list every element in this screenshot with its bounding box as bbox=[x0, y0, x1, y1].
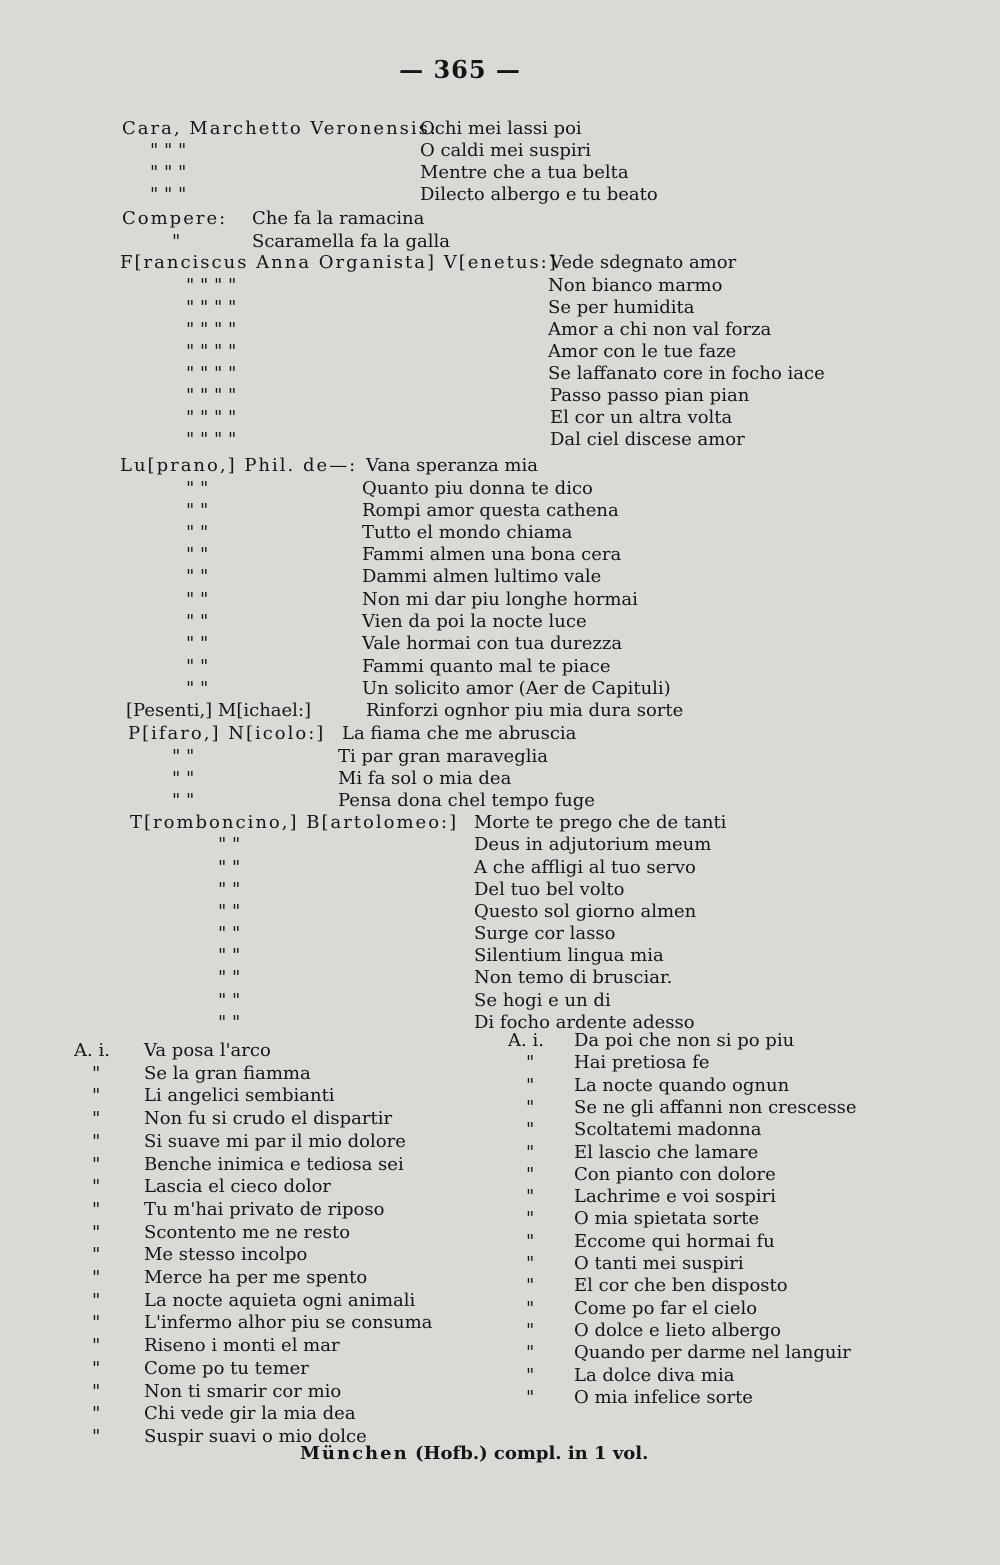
song-title: La nocte quando ognun bbox=[574, 1074, 790, 1096]
song-title: Vale hormai con tua durezza bbox=[362, 633, 623, 654]
ditto-marker: " bbox=[526, 1253, 535, 1274]
song-title: Vede sdegnato amor bbox=[550, 252, 737, 273]
song-title: Ochi mei lassi poi bbox=[420, 118, 582, 139]
song-title: La nocte aquieta ogni animali bbox=[144, 1289, 416, 1311]
ditto-marker: " bbox=[526, 1052, 535, 1074]
song-title: Come po tu temer bbox=[144, 1357, 309, 1379]
ditto-marker: " bbox=[526, 1096, 535, 1118]
composer-label: " " bbox=[218, 923, 241, 944]
ditto-marker: A. i. bbox=[74, 1040, 110, 1061]
song-title: Tu m'hai privato de riposo bbox=[144, 1198, 385, 1220]
song-title: Chi vede gir la mia dea bbox=[144, 1403, 356, 1425]
page-number: — 365 — bbox=[399, 55, 521, 84]
song-title: Che fa la ramacina bbox=[252, 208, 425, 229]
song-title: Va posa l'arco bbox=[144, 1040, 271, 1061]
song-title: La dolce diva mia bbox=[574, 1364, 735, 1386]
song-title: Benche inimica e tediosa sei bbox=[144, 1153, 404, 1175]
composer-label: " " bbox=[218, 945, 241, 966]
song-title: O dolce e lieto albergo bbox=[574, 1319, 782, 1341]
song-title: La fiama che me abruscia bbox=[342, 723, 577, 744]
song-title: Morte te prego che de tanti bbox=[474, 812, 727, 833]
composer-label: [Pesenti,] M[ichael:] bbox=[126, 700, 312, 721]
song-title: Mentre che a tua belta bbox=[420, 162, 629, 183]
song-title: Un solicito amor (Aer de Capituli) bbox=[362, 678, 671, 699]
song-title: Vien da poi la nocte luce bbox=[362, 611, 587, 632]
song-title: Di focho ardente adesso bbox=[474, 1012, 695, 1033]
ditto-marker: " bbox=[92, 1085, 101, 1107]
song-title: Quando per darme nel languir bbox=[574, 1342, 851, 1364]
composer-label: " " " " bbox=[186, 407, 237, 428]
composer-label: " " bbox=[218, 990, 241, 1011]
composer-label: " " " bbox=[150, 184, 187, 205]
song-title: Fammi quanto mal te piace bbox=[362, 656, 611, 677]
song-title: Silentium lingua mia bbox=[474, 945, 664, 966]
composer-label: F[ranciscus Anna Organista] V[enetus:] bbox=[120, 252, 558, 273]
composer-label: " " bbox=[186, 656, 209, 677]
composer-label: " " " " bbox=[186, 363, 237, 384]
song-title: Suspir suavi o mio dolce bbox=[144, 1425, 367, 1447]
song-title: Non mi dar piu longhe hormai bbox=[362, 589, 638, 610]
ditto-marker: " bbox=[92, 1403, 101, 1425]
ditto-marker: " bbox=[526, 1275, 535, 1297]
song-title: Amor con le tue faze bbox=[548, 341, 737, 362]
ditto-marker: " bbox=[526, 1342, 535, 1364]
ditto-marker: " bbox=[526, 1074, 535, 1096]
composer-label: " " " " bbox=[186, 341, 237, 362]
song-title: Deus in adjutorium meum bbox=[474, 834, 712, 855]
song-title: A che affligi al tuo servo bbox=[474, 857, 696, 878]
ditto-marker: " bbox=[526, 1186, 535, 1208]
composer-label: " " bbox=[172, 768, 195, 789]
composer-label: " bbox=[172, 231, 181, 252]
song-title: O mia spietata sorte bbox=[574, 1208, 760, 1230]
song-title: O caldi mei suspiri bbox=[420, 140, 591, 161]
song-title: Non bianco marmo bbox=[548, 275, 723, 296]
song-title: Scoltatemi madonna bbox=[574, 1119, 762, 1141]
song-title: Con pianto con dolore bbox=[574, 1163, 776, 1185]
song-title: El lascio che lamare bbox=[574, 1141, 759, 1163]
ditto-marker: A. i. bbox=[508, 1030, 544, 1051]
song-title: Quanto piu donna te dico bbox=[362, 478, 593, 499]
composer-label: Cara, Marchetto Veronensis: bbox=[122, 118, 438, 139]
ditto-marker: " bbox=[92, 1357, 101, 1379]
composer-label: " " bbox=[218, 879, 241, 900]
composer-label: " " bbox=[186, 678, 209, 699]
song-title: Li angelici sembianti bbox=[144, 1085, 335, 1107]
ditto-marker: " bbox=[92, 1062, 101, 1084]
composer-label: " " " " bbox=[186, 429, 237, 450]
song-title: Lascia el cieco dolor bbox=[144, 1176, 332, 1198]
composer-label: P[ifaro,] N[icolo:] bbox=[128, 723, 326, 744]
composer-label: " " bbox=[186, 500, 209, 521]
composer-label: " " " bbox=[150, 140, 187, 161]
song-title: Dammi almen lultimo vale bbox=[362, 566, 602, 587]
ditto-marker: " bbox=[92, 1267, 101, 1288]
composer-label: " " " " bbox=[186, 385, 237, 406]
song-title: Merce ha per me spento bbox=[144, 1267, 368, 1288]
footer-line bbox=[300, 1443, 648, 1464]
song-title: Vana speranza mia bbox=[366, 455, 538, 476]
song-title: Non fu si crudo el dispartir bbox=[144, 1108, 393, 1130]
song-title: O tanti mei suspiri bbox=[574, 1253, 744, 1274]
song-title: Riseno i monti el mar bbox=[144, 1335, 340, 1357]
composer-label: " " bbox=[186, 522, 209, 543]
ditto-marker: " bbox=[526, 1319, 535, 1341]
composer-label: " " bbox=[218, 834, 241, 855]
song-title: El cor che ben disposto bbox=[574, 1275, 788, 1297]
ditto-marker: " bbox=[92, 1380, 101, 1402]
song-title: Hai pretiosa fe bbox=[574, 1052, 710, 1074]
composer-label: " " bbox=[218, 901, 241, 922]
song-title: El cor un altra volta bbox=[550, 407, 733, 428]
ditto-marker: " bbox=[92, 1221, 101, 1243]
song-title: Scontento me ne resto bbox=[144, 1221, 351, 1243]
ditto-marker: " bbox=[92, 1289, 101, 1311]
ditto-marker: " bbox=[92, 1108, 101, 1130]
ditto-marker: " bbox=[526, 1297, 535, 1319]
song-title: Del tuo bel volto bbox=[474, 879, 625, 900]
footer-city: München bbox=[300, 1443, 409, 1464]
song-title: Me stesso incolpo bbox=[144, 1244, 308, 1266]
composer-label: " " bbox=[172, 746, 195, 767]
song-title: Tutto el mondo chiama bbox=[362, 522, 573, 543]
song-title: Rinforzi ognhor piu mia dura sorte bbox=[366, 700, 684, 721]
ditto-marker: " bbox=[92, 1244, 101, 1266]
song-title: Da poi che non si po piu bbox=[574, 1030, 795, 1051]
composer-label: " " " " bbox=[186, 275, 237, 296]
song-title: Se la gran fiamma bbox=[144, 1062, 311, 1084]
song-title: L'infermo alhor piu se consuma bbox=[144, 1312, 433, 1334]
song-title: Si suave mi par il mio dolore bbox=[144, 1130, 406, 1152]
composer-label: " " " " bbox=[186, 297, 237, 318]
song-title: Questo sol giorno almen bbox=[474, 901, 697, 922]
composer-label: " " bbox=[172, 790, 195, 811]
composer-label: Compere: bbox=[122, 208, 228, 229]
song-title: Pensa dona chel tempo fuge bbox=[338, 790, 595, 811]
song-title: Dal ciel discese amor bbox=[550, 429, 745, 450]
composer-label: " " bbox=[186, 566, 209, 587]
song-title: Scaramella fa la galla bbox=[252, 231, 450, 252]
song-title: Se hogi e un di bbox=[474, 990, 611, 1011]
ditto-marker: " bbox=[92, 1198, 101, 1220]
ditto-marker: " bbox=[92, 1153, 101, 1175]
composer-label: T[romboncino,] B[artolomeo:] bbox=[130, 812, 459, 833]
composer-label: " " " " bbox=[186, 319, 237, 340]
song-title: Se laffanato core in focho iace bbox=[548, 363, 825, 384]
composer-label: " " bbox=[218, 967, 241, 988]
song-title: Se per humidita bbox=[548, 297, 695, 318]
ditto-marker: " bbox=[526, 1208, 535, 1230]
song-title: Mi fa sol o mia dea bbox=[338, 768, 512, 789]
song-title: Se ne gli affanni non crescesse bbox=[574, 1096, 857, 1118]
composer-label: " " bbox=[186, 589, 209, 610]
song-title: Ti par gran maraveglia bbox=[338, 746, 548, 767]
ditto-marker: " bbox=[92, 1425, 101, 1447]
ditto-marker: " bbox=[92, 1176, 101, 1198]
song-title: Come po far el cielo bbox=[574, 1297, 758, 1319]
song-title: O mia infelice sorte bbox=[574, 1386, 753, 1408]
song-title: Lachrime e voi sospiri bbox=[574, 1186, 776, 1208]
composer-label: " " bbox=[186, 633, 209, 654]
composer-label: " " bbox=[218, 1012, 241, 1033]
composer-label: " " bbox=[218, 857, 241, 878]
song-title: Surge cor lasso bbox=[474, 923, 616, 944]
song-title: Fammi almen una bona cera bbox=[362, 544, 622, 565]
ditto-marker: " bbox=[526, 1386, 535, 1408]
song-title: Non temo di brusciar. bbox=[474, 967, 673, 988]
composer-label: Lu[prano,] Phil. de—: bbox=[120, 455, 358, 476]
song-title: Eccome qui hormai fu bbox=[574, 1230, 775, 1252]
ditto-marker: " bbox=[92, 1130, 101, 1152]
composer-label: " " " bbox=[150, 162, 187, 183]
song-title: Rompi amor questa cathena bbox=[362, 500, 619, 521]
song-title: Amor a chi non val forza bbox=[548, 319, 772, 340]
song-title: Dilecto albergo e tu beato bbox=[420, 184, 658, 205]
ditto-marker: " bbox=[526, 1364, 535, 1386]
ditto-marker: " bbox=[92, 1335, 101, 1357]
composer-label: " " bbox=[186, 611, 209, 632]
ditto-marker: " bbox=[526, 1230, 535, 1252]
ditto-marker: " bbox=[92, 1312, 101, 1334]
footer-text: (Hofb.) compl. in 1 vol. bbox=[408, 1443, 649, 1464]
ditto-marker: " bbox=[526, 1119, 535, 1141]
ditto-marker: " bbox=[526, 1141, 535, 1163]
ditto-marker: " bbox=[526, 1163, 535, 1185]
song-title: Passo passo pian pian bbox=[550, 385, 750, 406]
composer-label: " " bbox=[186, 478, 209, 499]
song-title: Non ti smarir cor mio bbox=[144, 1380, 342, 1402]
composer-label: " " bbox=[186, 544, 209, 565]
